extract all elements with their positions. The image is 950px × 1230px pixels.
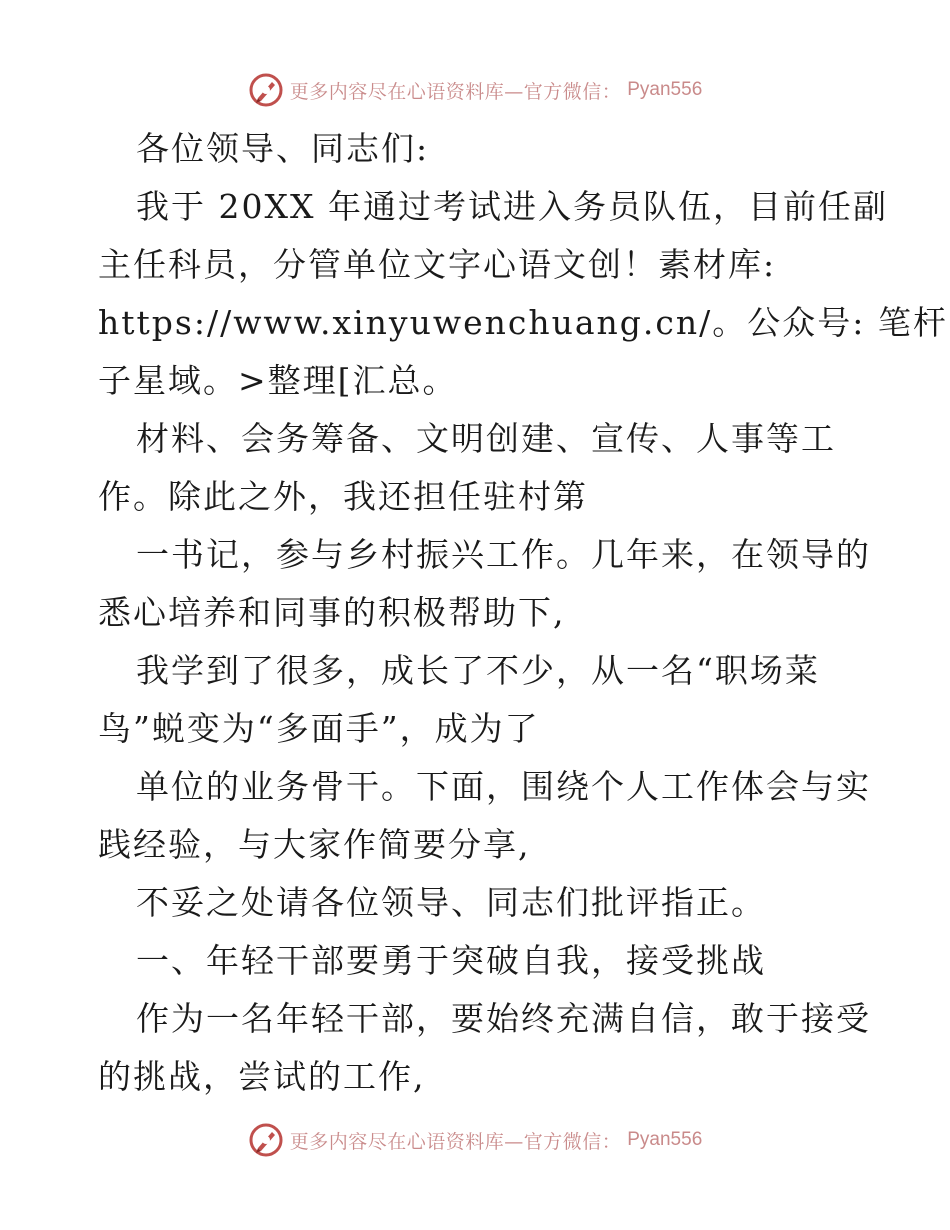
- body-line: 悉心培养和同事的积极帮助下,: [98, 593, 566, 632]
- pen-logo-icon: [248, 1122, 284, 1158]
- body-line: 作为一名年轻干部，要始终充满自信，敢于接受: [136, 999, 871, 1038]
- footer-watermark: [0, 1120, 950, 1160]
- body-line: 践经验，与大家作简要分享,: [98, 825, 531, 864]
- header-watermark-id: Pyan556: [627, 79, 703, 100]
- pen-logo-icon: [248, 72, 284, 108]
- body-line: 材料、会务筹备、文明创建、宣传、人事等工: [136, 419, 836, 458]
- document-body: [98, 120, 948, 1106]
- body-line: 子星域。>整理[汇总。: [98, 361, 458, 400]
- body-line: 我于 20XX 年通过考试进入务员队伍，目前任副: [136, 187, 888, 226]
- body-line: 我学到了很多，成长了不少，从一名“职场菜: [136, 651, 820, 690]
- header-watermark-text: 更多内容尽在心语资料库—官方微信：: [289, 80, 622, 103]
- body-line: 不妥之处请各位领导、同志们批评指正。: [136, 883, 766, 922]
- footer-watermark-id: Pyan556: [627, 1129, 703, 1150]
- footer-watermark-text: 更多内容尽在心语资料库—官方微信：: [289, 1130, 622, 1153]
- body-line: 作。除此之外，我还担任驻村第: [98, 477, 588, 516]
- body-line: 鸟”蜕变为“多面手”，成为了: [98, 709, 540, 748]
- body-line: 各位领导、同志们:: [136, 129, 430, 168]
- body-line: 的挑战，尝试的工作,: [98, 1057, 426, 1096]
- section-heading: 一、年轻干部要勇于突破自我，接受挑战: [136, 941, 766, 980]
- header-watermark: [0, 70, 950, 110]
- body-line: https://www.xinyuwenchuang.cn/。公众号: 笔杆: [98, 303, 948, 342]
- body-line: 一书记，参与乡村振兴工作。几年来，在领导的: [136, 535, 871, 574]
- body-line: 单位的业务骨干。下面，围绕个人工作体会与实: [136, 767, 871, 806]
- body-line: 主任科员，分管单位文字心语文创！素材库:: [98, 245, 777, 284]
